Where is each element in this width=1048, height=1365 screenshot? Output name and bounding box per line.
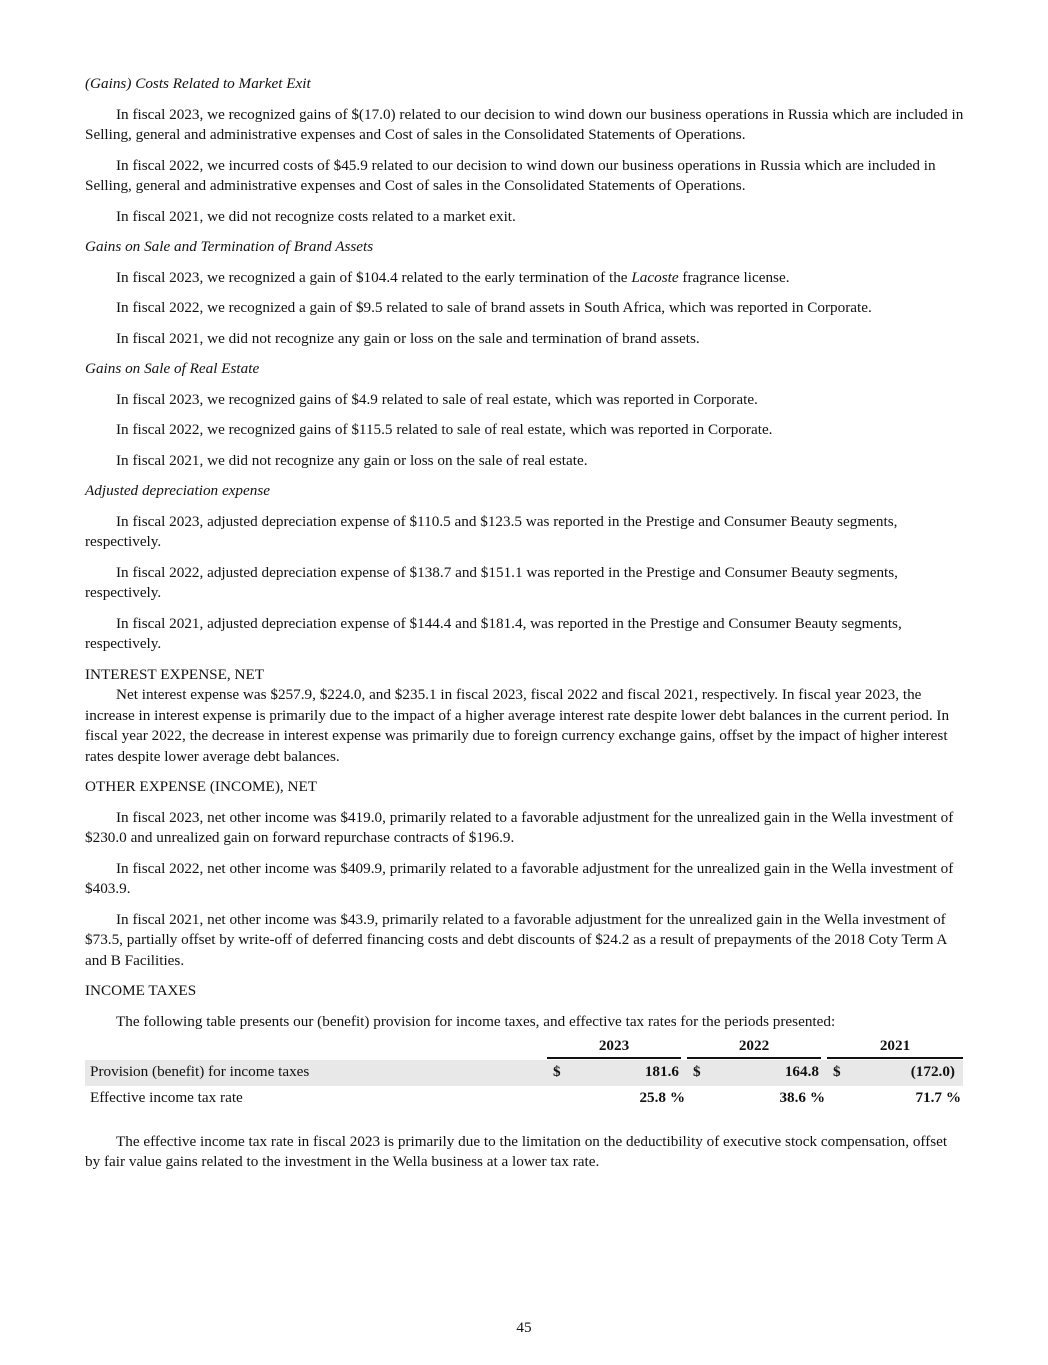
other-expense-paragraph-2023: In fiscal 2023, net other income was $419.0, primarily related to a favorable adjustment for the unrealized gain in the Wella investment of $230.0 and unrealized gain on forward repurchase contracts of $196.9.: [85, 808, 954, 846]
brand-assets-text-before: In fiscal 2023, we recognized a gain of $104.4 related to the early termination of the: [116, 268, 632, 286]
table-header-row: [85, 1036, 963, 1060]
depreciation-heading: Adjusted depreciation expense: [85, 482, 271, 499]
real-estate-paragraph-2023: In fiscal 2023, we recognized gains of $4.9 related to sale of real estate, which was reported in Corporate.: [116, 390, 758, 408]
market-exit-heading: (Gains) Costs Related to Market Exit: [85, 75, 311, 92]
table-row: [85, 1060, 963, 1086]
table-row: [85, 1086, 963, 1112]
effective-rate-2022: 38.6 %: [779, 1089, 825, 1107]
depreciation-paragraph-2022: In fiscal 2022, adjusted depreciation expense of $138.7 and $151.1 was reported in the Prestige and Consumer Beauty segments, respectively.: [85, 563, 898, 601]
brand-assets-text-after: fragrance license.: [678, 268, 790, 286]
provision-2022: 164.8: [717, 1060, 827, 1086]
market-exit-paragraph-2023: In fiscal 2023, we recognized gains of $(17.0) related to our decision to wind down our business operations in Russia which are included in Selling, general and administrative expenses and Cost of sales in the Consolidated Statements of Operations.: [85, 105, 964, 143]
provision-2023: 181.6: [577, 1060, 687, 1086]
income-taxes-intro: The following table presents our (benefit) provision for income taxes, and effective tax rates for the periods presented:: [116, 1012, 836, 1030]
document-page: [85, 74, 965, 1183]
real-estate-paragraph-2021: In fiscal 2021, we did not recognize any gain or loss on the sale of real estate.: [116, 451, 588, 469]
brand-assets-heading: Gains on Sale and Termination of Brand Assets: [85, 238, 374, 255]
column-header-2023: 2023: [547, 1036, 687, 1060]
provision-2021: (172.0): [857, 1060, 963, 1086]
currency-symbol: $: [687, 1060, 717, 1086]
depreciation-paragraph-2021: In fiscal 2021, adjusted depreciation expense of $144.4 and $181.4, was reported in the Prestige and Consumer Beauty segments, respectively.: [85, 614, 902, 652]
brand-assets-paragraph-2022: In fiscal 2022, we recognized a gain of $9.5 related to sale of brand assets in South Africa, which was reported in Corporate.: [116, 299, 872, 316]
other-expense-paragraph-2021: In fiscal 2021, net other income was $43.9, primarily related to a favorable adjustment for the unrealized gain in the Wella investment of $73.5, partially offset by write-off of deferred financing costs and debt discounts of $24.2 as a result of prepayments of the 2018 Coty Term A and B Facilities.: [85, 910, 947, 969]
interest-expense-heading: INTEREST EXPENSE, NET: [85, 665, 265, 683]
effective-rate-2023: 25.8 %: [639, 1089, 685, 1107]
real-estate-paragraph-2022: In fiscal 2022, we recognized gains of $115.5 related to sale of real estate, which was reported in Corporate.: [116, 421, 773, 438]
currency-symbol: $: [547, 1060, 577, 1086]
other-expense-paragraph-2022: In fiscal 2022, net other income was $409.9, primarily related to a favorable adjustment for the unrealized gain in the Wella investment of $403.9.: [85, 859, 954, 897]
brand-assets-paragraph-2021: In fiscal 2021, we did not recognize any gain or loss on the sale and termination of brand assets.: [116, 329, 700, 347]
currency-symbol: $: [827, 1060, 857, 1086]
row-label-effective-rate: Effective income tax rate: [90, 1089, 243, 1107]
effective-rate-2021: 71.7 %: [915, 1089, 961, 1107]
income-taxes-heading: INCOME TAXES: [85, 982, 197, 999]
income-taxes-closing-paragraph: The effective income tax rate in fiscal 2023 is primarily due to the limitation on the deductibility of executive stock compensation, offset by fair value gains related to the investment in the Wella business at a lower tax rate.: [85, 1132, 948, 1170]
lacoste-brand-name: Lacoste: [631, 268, 679, 286]
column-header-2022: 2022: [687, 1036, 827, 1060]
interest-expense-paragraph: Net interest expense was $257.9, $224.0, and $235.1 in fiscal 2023, fiscal 2022 and fiscal 2021, respectively. In fiscal year 2023, the increase in interest expense is primarily due to the impact of a higher average interest rate despite lower debt balances in the current period. In fiscal year 2022, the decrease in interest expense was primarily due to foreign currency exchange gains, offset by the impact of higher interest rates despite lower average debt balances.: [85, 686, 950, 765]
depreciation-paragraph-2023: In fiscal 2023, adjusted depreciation expense of $110.5 and $123.5 was reported in the Prestige and Consumer Beauty segments, respectively.: [85, 512, 898, 550]
market-exit-paragraph-2021: In fiscal 2021, we did not recognize costs related to a market exit.: [116, 207, 516, 225]
page-number: 45: [516, 1319, 532, 1336]
income-tax-table: [85, 1036, 963, 1112]
row-label-provision: Provision (benefit) for income taxes: [85, 1060, 547, 1086]
column-header-2021: 2021: [827, 1036, 963, 1060]
market-exit-paragraph-2022: In fiscal 2022, we incurred costs of $45.9 related to our decision to wind down our business operations in Russia which are included in Selling, general and administrative expenses and Cost of sales in the Consolidated Statements of Operations.: [85, 156, 936, 194]
real-estate-heading: Gains on Sale of Real Estate: [85, 360, 260, 377]
brand-assets-paragraph-2023: [85, 268, 965, 289]
income-tax-table-container: [85, 1036, 965, 1112]
other-expense-heading: OTHER EXPENSE (INCOME), NET: [85, 778, 318, 795]
